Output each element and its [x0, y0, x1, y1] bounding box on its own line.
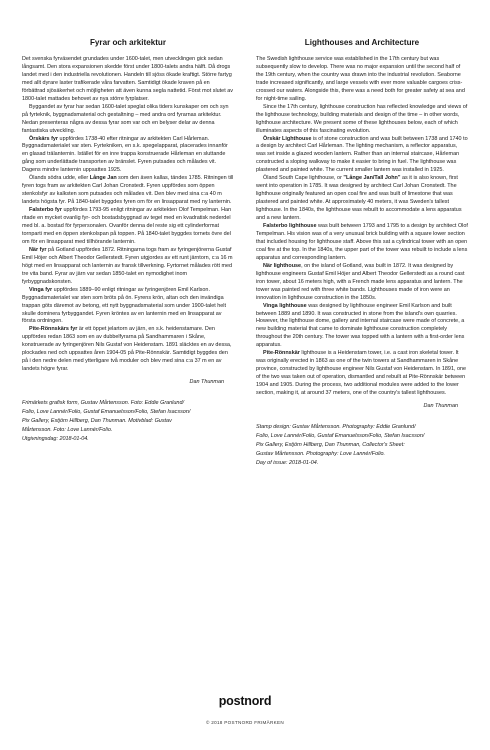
english-column — [256, 38, 468, 468]
lighthouse-name: Pite-Rönnskärs fyr — [29, 326, 78, 333]
lighthouse-name: Pite-Rönnskär — [263, 350, 300, 357]
footer — [0, 694, 490, 725]
swedish-paragraph-intro: Det svenska fyrväsendet grundades under 1600-talet, men utvecklingen gick sedan långsamt. Den stora expansionen skedde först under 1800-talets andra hälft. Då drogs landet med i den industriella revolutionen. Handeln till sjöss ökade kraftigt. Större fartyg med allt dyrare laster trafikerade våra farvatten. Samtidigt ökade kraven på en förbättrad sjösäkerhet och möjligheten att även kunna segla nattetid. Först mot slutet av 1800-talet mattades behovet av nya större fyrplatser. — [22, 56, 233, 102]
english-paragraph-falsterbo — [256, 223, 468, 263]
swedish-paragraph-architecture: Byggandet av fyrar har sedan 1600-talet speglat olika tiders kunskaper om och syn på fyrteknik, byggnadsmaterial och gestaltning – med andra ord fyrarnas arkitektur. Nedan presenteras några av dessa fyrar som var och en belyser delar av denna fantastiska utveckling. — [22, 103, 229, 134]
credit-line: Pix Gallery, Estjörn Hillberg, Dan Thunman. Motivblad: Gustav — [22, 417, 172, 424]
credit-line: Day of issue: 2018-01-04. — [256, 459, 319, 466]
english-paragraph-architecture: Since the 17th century, lighthouse construction has reflected knowledge and views of the lighthouse technology, building materials and design of the time – in other words, lighthouse architecture. We present some of these lighthouses below, each of which illuminates aspects of this fascinating evolution. — [256, 103, 468, 134]
lighthouse-name: Långe Jan — [89, 175, 117, 182]
paragraph-text: som den även kallas, tändes 1785. Ritningen till fyren togs fram av arkitekten Carl Johan Cronstedt. Fyren uppfördes som öppen stenkolsfyr av kalksten som putsades och målades vit. Den blev med sina c:a 40 m landets högsta fyr. På 1840-talet byggdes fyren om för en linsapparat med ny lanternin. — [22, 175, 234, 206]
copyright-notice: © 2018 POSTNORD FRIMÄRKEN — [205, 720, 285, 725]
paragraph-text: was built between 1793 and 1795 to a design by architect Olof Tempelman. His vision was of a very unusual brick building with a square lower section that included housing for lighthouse staff. Above this sat a cylindrical tower with an open coal fire at the top. In the 1840s, the upper part of the tower was rebuilt to include a lens apparatus and corresponding lantern. — [256, 223, 468, 261]
swedish-paragraph-lange-jan — [22, 175, 234, 207]
swedish-paragraph-nar — [22, 247, 234, 287]
credit-line: Mårtensson. Foto: Love Lannér/Folio. — [22, 426, 113, 433]
credit-line: Pix Gallery, Estjörn Hillberg, Dan Thunman, Collector's Sheet: — [256, 441, 405, 448]
lighthouse-name: "Långe Jan/Tall John" — [343, 175, 401, 182]
lighthouse-name: När lighthouse — [263, 262, 302, 269]
credit-line: Frimärkets grafisk form, Gustav Mårtensson. Foto: Eddie Granlund/ — [22, 400, 184, 407]
english-paragraph-lange-jan — [256, 175, 468, 223]
paragraph-text: was designed by lighthouse engineer Emil Karlson and built between 1889 and 1890. It was constructed in stone from the island's own quarries. However, the lighthouse dome, gallery and internal staircase were made of concrete, a new building material that came to dominate lighthouse construction completely throughout the 20th century. The tower was topped with a lantern with a first-order lens apparatus. — [256, 302, 465, 349]
english-body — [256, 56, 468, 398]
lighthouse-name: Vinga lighthouse — [263, 302, 307, 309]
english-paragraph-intro: The Swedish lighthouse service was established in the 17th century but was subsequently slow to develop. There was no major expansion until the second half of the 19th century, when the country was drawn into the industrial revolution. Seaborne trade increased significantly, and large vessels with ever more valuable cargoes criss-crossed our waters. Alongside this, there was a need both for greater safety at sea and for night-time sailing. — [256, 56, 465, 102]
english-paragraph-nar — [256, 263, 468, 303]
paragraph-text: Ölands södra udde, eller — [29, 175, 90, 182]
credit-line: Utgivningsdag: 2018-01-04. — [22, 435, 89, 442]
paragraph-text: på Gotland uppfördes 1872. Ritningarna togs fram av fyringenjörerna Gustaf Emil Höjer och Albert Theodor Gellerstedt. Fyren utgjordes av ett runt järntorn, c:a 16 m högt med en linsapparat och lanternin av fransk tillverkning. Fyrtornet målades rött med tre vita band. Fyrar av järn var sedan 1850-talet en nymodighet inom fyrbyggnadskonsten. — [22, 246, 233, 285]
swedish-paragraph-pite-ronnskar — [22, 326, 234, 374]
swedish-paragraph-vinga — [22, 287, 234, 327]
paragraph-text: lighthouse is a Heidenstam tower, i.e. a cast iron skeletal tower. It was originally erected in 1863 as one of the twin towers at Sandhammaren in Skåne province, constructed by lighthouse engineer Nils Gustaf von Heidenstam. In 1891, one of the two was taken out of operation, dismantled and rebuilt at Pite-Rönnskär between 1904 and 1905. During the process, two additional modules were added to the lower section, making it, at around 37 meters, one of the country's tallest lighthouses. — [256, 350, 467, 397]
lighthouse-name: Falsterbo fyr — [29, 207, 62, 214]
english-paragraph-vinga — [256, 303, 468, 351]
lighthouse-name: När fyr — [29, 246, 47, 253]
swedish-paragraph-falsterbo — [22, 207, 234, 247]
credit-line: Gustav Mårtensson. Photography: Love Lannér/Folio. — [256, 450, 386, 457]
swedish-body — [22, 56, 234, 374]
lighthouse-name: Örskärs fyr — [29, 135, 59, 142]
paragraph-text: as it is also known, first went into operation in 1785. It was designed by architect Carl Johan Cronstedt. The lighthouse originally featured an open coal fire and was built of limestone that was plastered and painted white. At approximately 40 meters, it was Sweden's tallest lighthouse. In the 1840s, the lighthouse was rebuilt to accommodate a lens apparatus and a new lantern. — [256, 175, 462, 222]
paragraph-text: , on the island of Gotland, was built in 1872. It was designed by lighthouse engineers Gustaf Emil Höjer and Albert Theodor Gellerstedt as a round cast iron tower, about 16 meters high, with a French made lens apparatus and lantern. The tower was painted red with three white bands. Lighthouses made of iron were an innovation in lighthouse construction in the 1850s. — [256, 262, 465, 301]
swedish-credits — [22, 399, 234, 444]
paragraph-text: uppfördes 1738-40 efter ritningar av arkitekten Carl Hårleman. Byggnadsmaterialet var sten. Fyrtekniken, en s.k. spegelapparat, placerades innanför en glasad trälanternin. Istället för en inre trappa konstruerade Hårleman en sluttande gång som underlättade transporten av bränslet. Fyren putsades och målades vit. Dagens mindre lanternin uppsattes 1925. — [22, 135, 228, 174]
paragraph-text: uppfördes 1889–90 enligt ritningar av fyringenjören Emil Karlson. Byggnadsmaterialet var sten som bröts på ön. Fyrens krön, altan och den invändiga trappan göts däremot av betong, ett nytt byggnadsmaterial som under 1900-talet helt skulle dominera fyrbyggandet. Fyren kröntes av en lanternin med en linsapparat av första ordningen. — [22, 286, 227, 325]
paragraph-text: är ett öppet jelartorn av järn, en s.k. heidenstamare. Den uppfördes redan 1863 som en av dubbelfyrarna på Sandhammaren i Skåne, konstruerade av fyringenjören Nils Gustaf von Heidenstam. 1891 släcktes en av dessa, plockades ned och uppsattes åren 1904-05 på Pite-Rönnskär. Samtidigt byggdes den på i den nedre delen med ytterligare två moduler och blev med sina c:a 37 m en av landets högre fyrar. — [22, 326, 232, 373]
swedish-title: Fyrar och arkitektur — [89, 38, 167, 47]
credit-line: Folio, Love Lannér/Folio, Gustaf Emanuelsson/Folio, Stefan Isacsson/ — [22, 409, 191, 416]
lighthouse-name: Falsterbo lighthouse — [263, 223, 317, 230]
paragraph-text: is of stone construction and was built between 1738 and 1740 to a design by architect Carl Hårleman. The lighting mechanism, a reflector apparatus, was set inside a glazed wooden lantern. Rather than an internal staircase, Hårleman constructed a sloping walkway to make it easier to bring in fuel. The lighthouse was plastered and painted white. The current smaller lantern was installed in 1925. — [256, 135, 468, 174]
english-paragraph-pite-ronnskar — [256, 350, 468, 398]
swedish-author: Dan Thunman — [189, 379, 224, 386]
postnord-logo: postnord — [218, 694, 272, 708]
english-credits — [256, 423, 468, 468]
paragraph-text: Öland South Cape lighthouse, or — [263, 175, 344, 182]
paragraph-text: uppfördes 1793-95 enligt ritningar av arkitekten Olof Tempelman. Han ritade en mycket ovanlig fyr- och bostadsbyggnad av tegel med en kvadratisk nederdel med bl. a. bostad för fyrpersonalen. Ovanför denna del reste sig ett cylinderformat tornparti med en öppen stenkolspan på toppen. På 1840-talet byggdes tornets övre del om för en linsapparat med tillhörande lanternin. — [22, 207, 232, 245]
swedish-column — [22, 38, 234, 444]
lighthouse-name: Vinga fyr — [29, 286, 53, 293]
credit-line: Stamp design: Gustav Mårtensson. Photography: Eddie Granlund/ — [256, 423, 416, 430]
swedish-paragraph-orskar — [22, 136, 234, 176]
english-author: Dan Thunman — [423, 402, 458, 409]
lighthouse-name: Örskär Lighthouse — [263, 135, 312, 142]
english-title: Lighthouses and Architecture — [304, 38, 420, 47]
english-paragraph-orskar — [256, 136, 468, 176]
credit-line: Folio, Love Lannér/Folio, Gustaf Emanuelsson/Folio, Stefan Isacsson/ — [256, 432, 425, 439]
